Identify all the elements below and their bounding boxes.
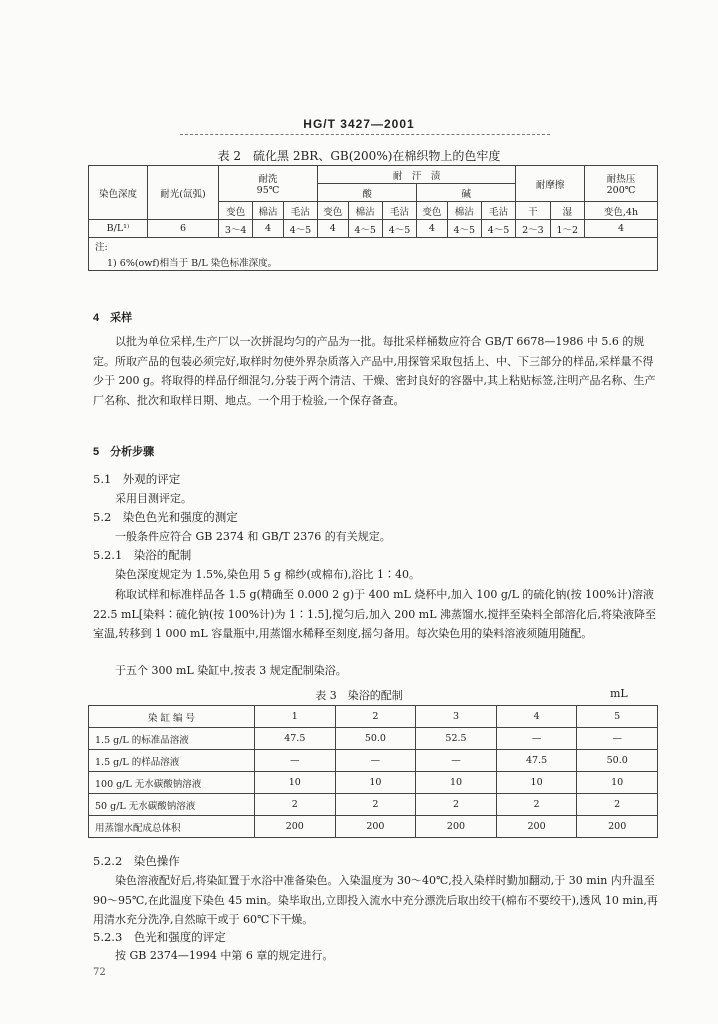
h-acid: 酸 xyxy=(318,184,417,202)
t3-col-header: 4 xyxy=(496,706,577,728)
table-cell: 47.5 xyxy=(255,728,336,750)
table-cell: 2～3 xyxy=(516,220,550,238)
sub-header: 毛沾 xyxy=(283,202,317,220)
row-label: 用蒸馏水配成总体积 xyxy=(89,816,255,838)
table-cell: 2 xyxy=(335,794,416,816)
table-note-label: 注: xyxy=(89,238,658,255)
table-cell: — xyxy=(255,750,336,772)
sub-header: 变色 xyxy=(219,202,253,220)
table-row xyxy=(89,220,658,238)
h-sweat: 耐 汗 渍 xyxy=(318,166,516,184)
table-cell: 1～2 xyxy=(550,220,584,238)
table-cell: 4 xyxy=(417,220,447,238)
table-cell: 4 xyxy=(318,220,348,238)
section-5-2-1-p1: 染色深度规定为 1.5%,染色用 5 g 棉纱(或棉布),浴比 1∶40。 xyxy=(115,568,421,581)
table-cell: 10 xyxy=(416,772,497,794)
table-cell: 4 xyxy=(585,220,658,238)
sub-header: 毛沾 xyxy=(481,202,515,220)
table-cell: 10 xyxy=(255,772,336,794)
sub-header: 变色,4h xyxy=(585,202,658,220)
table-cell: — xyxy=(416,750,497,772)
sub-header: 变色 xyxy=(417,202,447,220)
row-label: 1.5 g/L 的样品溶液 xyxy=(89,750,255,772)
table-cell: 10 xyxy=(496,772,577,794)
h-alkali: 碱 xyxy=(417,184,516,202)
h-rub: 耐摩擦 xyxy=(516,166,585,202)
table3-unit: mL xyxy=(610,687,628,700)
table-cell: — xyxy=(577,728,658,750)
section-5-2-2-text: 染色溶液配好后,将染缸置于水浴中准备染色。入染温度为 30～40℃,投入染样时勤加翻动,于 30 min 内升温至 90～95℃,在此温度下染色 45 min。染毕取出,立即投入流水中充分漂洗后取出绞干(棉布不要绞干),透风 10 min,再用清水充分洗净,自然晾干或于 60℃下干燥。 xyxy=(93,874,658,926)
row-label: 50 g/L 无水碳酸钠溶液 xyxy=(89,794,255,816)
table-row xyxy=(89,794,658,816)
table3-caption: 表 3 染浴的配制 xyxy=(315,689,403,702)
table-cell: 2 xyxy=(255,794,336,816)
section-5-2-1-p2: 称取试样和标准样品各 1.5 g(精确至 0.000 2 g)于 400 mL 烧杯中,加入 100 g/L 的硫化钠(按 100%计)溶液 22.5 mL[染料∶硫化钠(按 100%计)为 1∶1.5],搅匀后,加入 200 mL 沸蒸馏水,搅拌至染料全部溶化后,将染液降至室温,转移到 1 000 mL 容量瓶中,用蒸馏水稀释至刻度,摇匀备用。每次染色用的染料溶液须随用随配。 xyxy=(93,588,657,640)
t3-col-header: 3 xyxy=(416,706,497,728)
table-cell: — xyxy=(335,750,416,772)
t3-header-label: 染 缸 编 号 xyxy=(89,706,255,728)
table-cell: 200 xyxy=(496,816,577,838)
table-cell: 200 xyxy=(335,816,416,838)
t3-col-header: 2 xyxy=(335,706,416,728)
t3-col-header: 5 xyxy=(577,706,658,728)
sub-header: 变色 xyxy=(318,202,348,220)
h-depth: 染色深度 xyxy=(89,166,148,220)
table-cell: 2 xyxy=(416,794,497,816)
table-cell: 200 xyxy=(416,816,497,838)
table-row xyxy=(89,816,658,838)
sub-header: 干 xyxy=(516,202,550,220)
table-cell: 50.0 xyxy=(577,750,658,772)
table-row xyxy=(89,772,658,794)
h-press: 耐热压 200℃ xyxy=(585,166,658,202)
page-number: 72 xyxy=(93,967,106,978)
sub-header: 棉沾 xyxy=(447,202,481,220)
section-5-2-text: 一般条件应符合 GB 2374 和 GB/T 2376 的有关规定。 xyxy=(115,530,391,543)
h-wash: 耐洗 95℃ xyxy=(219,166,318,202)
table-cell: 4～5 xyxy=(481,220,515,238)
standard-header: HG/T 3427—2001 xyxy=(303,117,415,131)
section-5-title: 5 分析步骤 xyxy=(93,446,155,458)
table-cell: 52.5 xyxy=(416,728,497,750)
table-cell: 50.0 xyxy=(335,728,416,750)
table-cell: B/L¹⁾ xyxy=(89,220,148,238)
section-5-2-title: 5.2 染色色光和强度的测定 xyxy=(93,510,238,524)
section-5-1-title: 5.1 外观的评定 xyxy=(93,472,181,486)
row-label: 1.5 g/L 的标准品溶液 xyxy=(89,728,255,750)
sub-header: 毛沾 xyxy=(382,202,416,220)
h-light: 耐光(氙弧) xyxy=(148,166,219,220)
table-cell: — xyxy=(496,728,577,750)
header-rule xyxy=(180,134,550,135)
section-5-1-text: 采用目测评定。 xyxy=(115,492,192,505)
table-cell: 4～5 xyxy=(447,220,481,238)
table-cell: 6 xyxy=(148,220,219,238)
table-cell: 10 xyxy=(577,772,658,794)
table-cell: 4～5 xyxy=(348,220,382,238)
table-cell: 200 xyxy=(577,816,658,838)
sub-header: 棉沾 xyxy=(253,202,283,220)
section-5-2-3-title: 5.2.3 色光和强度的评定 xyxy=(93,930,226,944)
section-4-paragraph: 以批为单位采样,生产厂以一次拼混均匀的产品为一批。每批采样桶数应符合 GB/T 6678—1986 中 5.6 的规定。所取产品的包装必须完好,取样时勿使外界杂质落入产品中,用探管采取包括上、中、下三部分的样品,采样量不得少于 200 g。将取得的样品仔细混匀,分装于两个清洁、干燥、密封良好的容器中,其上粘贴标签,注明产品名称、生产厂名称、批次和取样日期、地点。一个用于检验,一个保存备查。 xyxy=(93,335,656,407)
section-5-2-1-title: 5.2.1 染浴的配制 xyxy=(93,548,192,562)
table-cell: 47.5 xyxy=(496,750,577,772)
colorfastness-table xyxy=(88,165,658,271)
table-note: 1) 6%(owf)相当于 B/L 染色标准深度。 xyxy=(89,254,658,271)
sub-header: 棉沾 xyxy=(348,202,382,220)
table-cell: 2 xyxy=(496,794,577,816)
table-cell: 4～5 xyxy=(283,220,317,238)
table-cell: 4 xyxy=(253,220,283,238)
table2-caption: 表 2 硫化黑 2BR、GB(200%)在棉织物上的色牢度 xyxy=(217,149,501,163)
table-cell: 2 xyxy=(577,794,658,816)
section-5-2-2-title: 5.2.2 染色操作 xyxy=(93,854,180,868)
section-5-2-3-text: 按 GB 2374—1994 中第 6 章的规定进行。 xyxy=(115,949,334,962)
table-row xyxy=(89,728,658,750)
table-cell: 4～5 xyxy=(382,220,416,238)
table-cell: 10 xyxy=(335,772,416,794)
dye-bath-table xyxy=(88,705,658,838)
row-label: 100 g/L 无水碳酸钠溶液 xyxy=(89,772,255,794)
sub-header: 湿 xyxy=(550,202,584,220)
section-5-2-1-p3: 于五个 300 mL 染缸中,按表 3 规定配制染浴。 xyxy=(115,664,347,677)
t3-col-header: 1 xyxy=(255,706,336,728)
section-4-title: 4 采样 xyxy=(93,312,133,324)
table-cell: 200 xyxy=(255,816,336,838)
table-cell: 3～4 xyxy=(219,220,253,238)
table-row xyxy=(89,750,658,772)
